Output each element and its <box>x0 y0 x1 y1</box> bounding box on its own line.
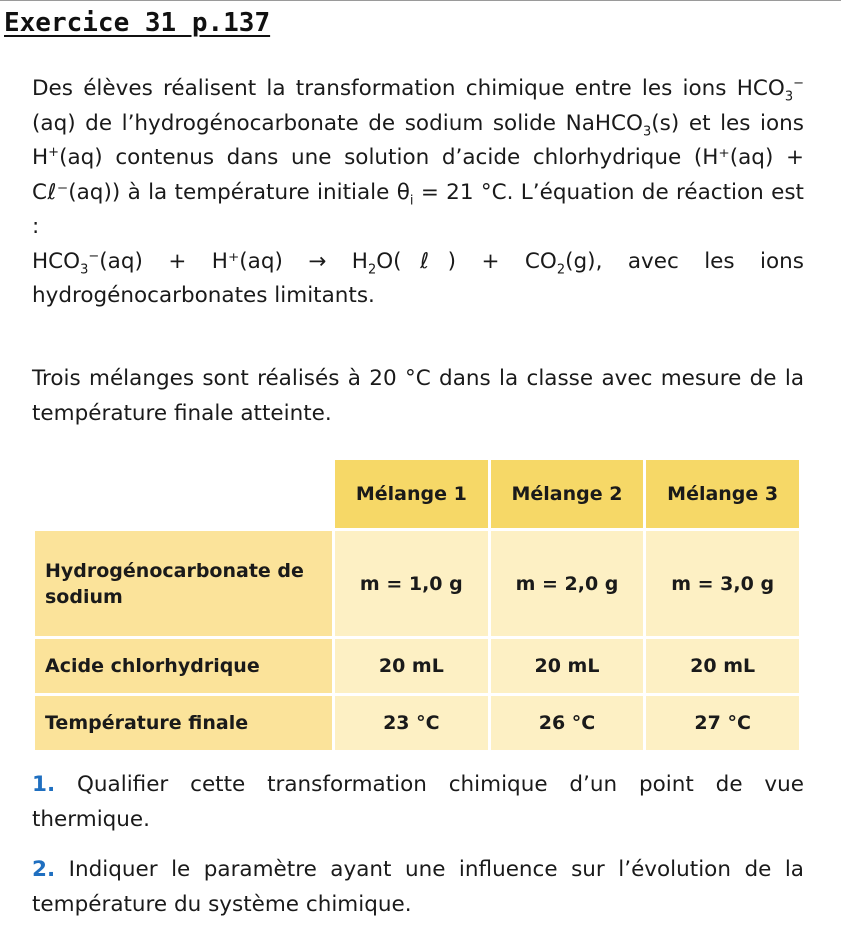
table-cell: m = 1,0 g <box>334 530 490 638</box>
table-cell: 20 mL <box>645 638 801 695</box>
intro-text-4: (aq) contenus dans une solution d’acide chlorhydrique <box>59 145 694 170</box>
table-cell: 27 °C <box>645 695 801 752</box>
intro-text-5: à la température initiale <box>120 179 397 205</box>
table-row <box>34 530 801 638</box>
table-cell: 20 mL <box>334 638 490 695</box>
table-row <box>34 695 801 752</box>
header-melange-3: Mélange 3 <box>645 459 801 530</box>
table-row <box>34 638 801 695</box>
table-cell: m = 2,0 g <box>489 530 645 638</box>
table-cell: 20 mL <box>489 638 645 695</box>
table-header-row <box>34 459 801 530</box>
intro-text-6: = 21 °C. L’équation de réaction est : <box>32 179 804 239</box>
mixtures-paragraph: Trois mélanges sont réalisés à 20 °C dans la classe avec mesure de la température finale atteinte. <box>32 366 804 426</box>
question-2 <box>32 853 804 922</box>
acid-formula: (H⁺(aq) + Cℓ⁻(aq)) <box>32 145 804 205</box>
table-cell: 23 °C <box>334 695 490 752</box>
exercise-title: Exercice 31 p.137 <box>4 8 271 38</box>
top-rule <box>0 0 841 1</box>
header-melange-1: Mélange 1 <box>334 459 490 530</box>
row-label-acid: Acide chlorhydrique <box>34 638 334 695</box>
intro-paragraph <box>32 72 804 314</box>
intro-text-1: Des élèves réalisent la transformation chimique entre les ions <box>32 76 737 101</box>
question-2-number: 2. <box>32 857 56 882</box>
formula-nahco3: NaHCO$_3$ <box>565 110 652 139</box>
intro-text-7: , avec les ions hydrogénocarbonates limitants. <box>32 248 805 308</box>
table-cell: 26 °C <box>489 695 645 752</box>
row-label-temperature: Température finale <box>34 695 334 752</box>
theta-initial: $\theta_i$ <box>396 179 414 208</box>
ion-hco3: $HCO_3^-$ <box>736 75 804 105</box>
table-corner <box>34 459 334 530</box>
question-2-text: Indiquer le paramètre ayant une influence sur l’évolution de la température du système chimique. <box>32 857 804 917</box>
reaction-equation: $HCO_3^-(aq) + H^+(aq)$ → $H_2O(\ell) + CO_2(g)$ <box>32 248 596 277</box>
question-1-text: Qualifier cette transformation chimique d’un point de vue thermique. <box>32 772 804 832</box>
row-label-bicarbonate: Hydrogénocarbonate de sodium <box>34 530 334 638</box>
ion-h: H+ <box>32 144 60 170</box>
intro-text-2: (aq) de l’hydrogénocarbonate de sodium solide <box>32 110 566 136</box>
results-table <box>32 457 802 753</box>
question-1-number: 1. <box>32 772 56 797</box>
table-cell: m = 3,0 g <box>645 530 801 638</box>
intro-text-3: (s) et les ions <box>651 110 805 136</box>
header-melange-2: Mélange 2 <box>489 459 645 530</box>
question-1 <box>32 768 804 837</box>
